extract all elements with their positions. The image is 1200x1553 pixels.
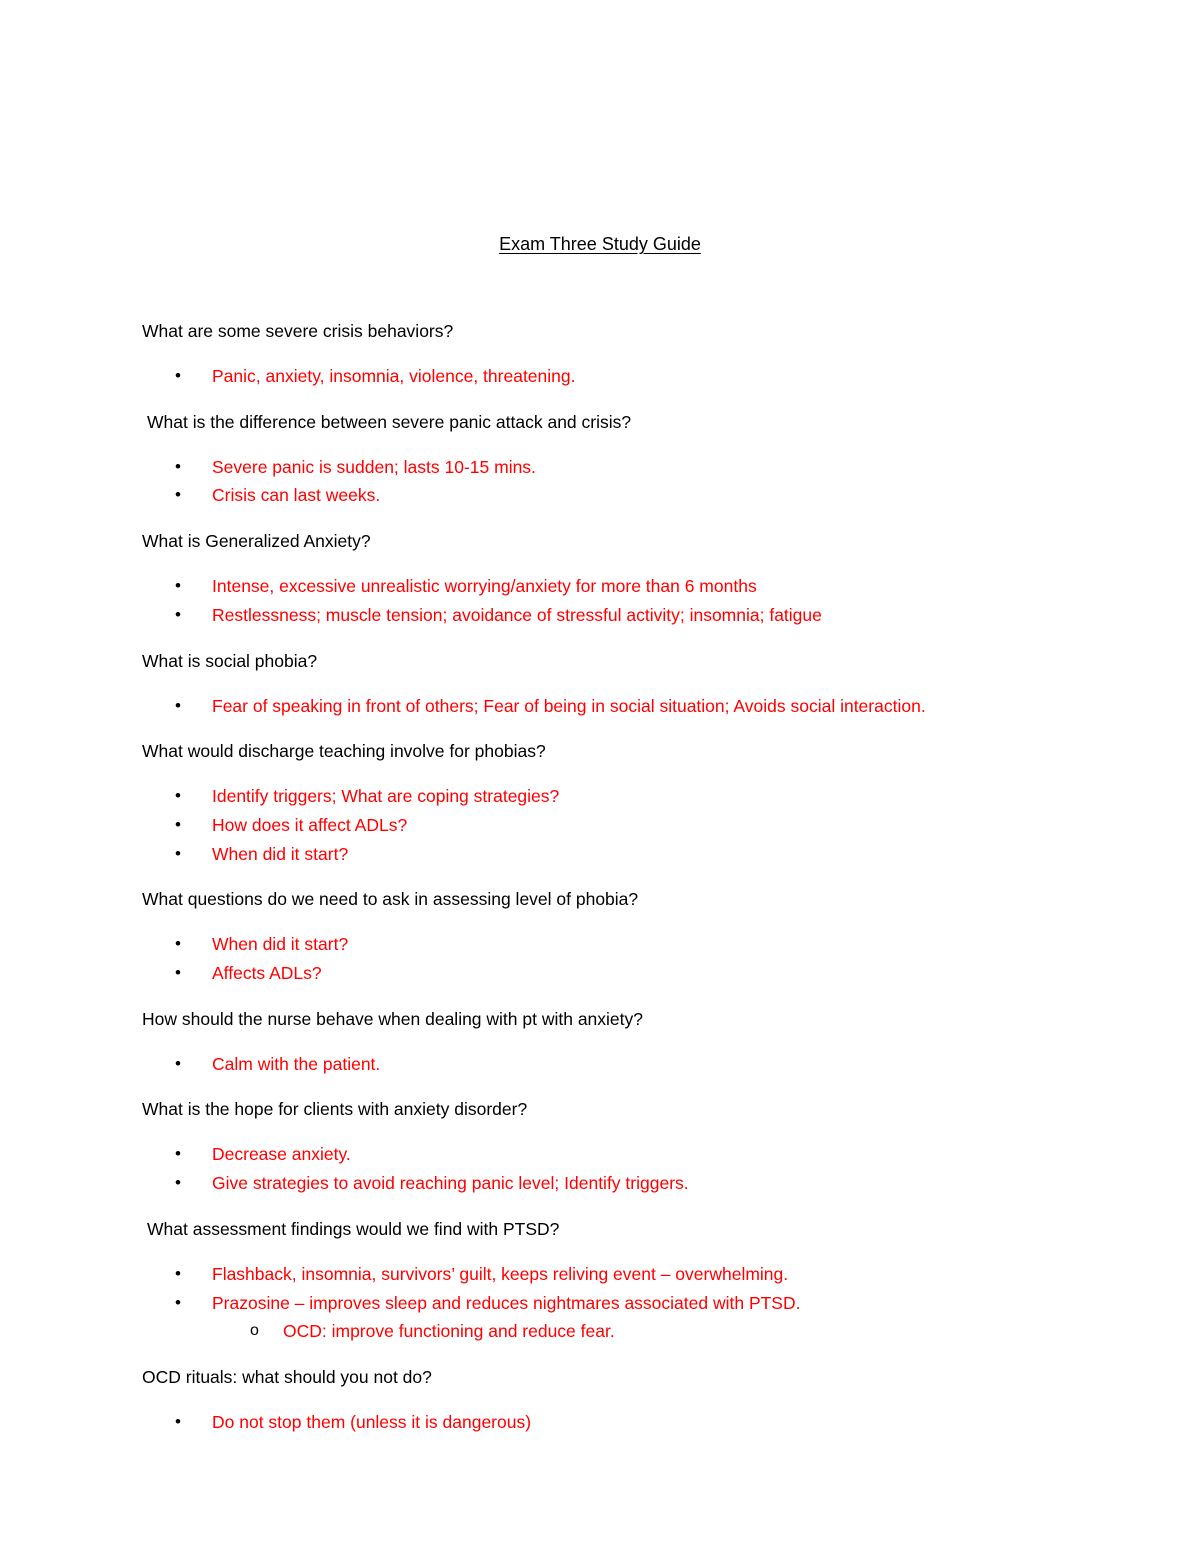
bullet-icon: • (175, 1053, 181, 1073)
answer-text: Give strategies to avoid reaching panic level; Identify triggers. (212, 1173, 689, 1194)
question-text: What are some severe crisis behaviors? (142, 321, 454, 341)
answer-item (142, 811, 1102, 840)
bullet-icon: • (175, 695, 181, 715)
answer-item (142, 930, 1102, 959)
answer-item (142, 362, 1102, 391)
answer-text: Do not stop them (unless it is dangerous) (212, 1411, 532, 1432)
answer-item (142, 1408, 1102, 1437)
answer-list (142, 1260, 1102, 1346)
question-text: OCD rituals: what should you not do? (142, 1366, 432, 1387)
answer-text: Flashback, insomnia, survivors’ guilt, keeps reliving event – overwhelming. (212, 1263, 789, 1284)
question-text: What is social phobia? (142, 650, 318, 671)
answer-item (142, 840, 1102, 869)
answer-text: Calm with the patient. (212, 1053, 381, 1074)
answer-list (142, 930, 1102, 987)
answer-text: Affects ADLs? (212, 963, 322, 984)
answer-item (142, 1050, 1102, 1079)
answer-text: When did it start? (212, 843, 349, 864)
sub-answer-text: OCD: improve functioning and reduce fear. (283, 1321, 615, 1342)
answer-list (142, 1408, 1102, 1437)
question-text: What would discharge teaching involve for phobias? (142, 741, 546, 762)
answer-item (142, 782, 1102, 811)
bullet-icon: • (175, 814, 181, 834)
answer-list (142, 782, 1102, 868)
bullet-icon: • (175, 843, 181, 863)
bullet-icon: • (175, 1173, 181, 1193)
question-text: What is Generalized Anxiety? (142, 531, 371, 552)
answer-text: How does it affect ADLs? (212, 814, 408, 835)
answer-item (142, 1169, 1102, 1198)
bullet-icon: • (175, 1411, 181, 1431)
question-text: What questions do we need to ask in assessing level of phobia? (142, 889, 639, 910)
bullet-icon: • (175, 456, 181, 476)
answer-list (142, 362, 1102, 391)
answer-text: Crisis can last weeks. (212, 485, 381, 506)
bullet-icon: • (175, 366, 181, 385)
bullet-icon: • (175, 963, 181, 983)
answer-item (142, 1289, 1102, 1318)
study-guide-content (142, 318, 1102, 1455)
question-text: What is the difference between severe panic attack and crisis? (147, 411, 632, 432)
answer-item (142, 601, 1102, 630)
answer-text: Fear of speaking in front of others; Fear of being in social situation; Avoids social interaction. (212, 695, 926, 716)
answer-item (142, 959, 1102, 988)
bullet-icon: • (175, 1292, 181, 1312)
answer-list (142, 572, 1102, 629)
answer-text: Prazosine – improves sleep and reduces nightmares associated with PTSD. (212, 1292, 801, 1313)
answer-text: Intense, excessive unrealistic worrying/anxiety for more than 6 months (212, 576, 757, 597)
bullet-icon: • (175, 934, 181, 954)
answer-list (142, 453, 1102, 510)
question-text: What assessment findings would we find with PTSD? (147, 1218, 560, 1239)
question-text: What is the hope for clients with anxiety disorder? (142, 1099, 528, 1120)
bullet-icon: • (175, 576, 181, 596)
bullet-icon: • (175, 485, 181, 505)
answer-item (142, 1260, 1102, 1289)
answer-item (142, 692, 1102, 721)
document-title: Exam Three Study Guide (499, 234, 701, 254)
answer-text: Restlessness; muscle tension; avoidance of stressful activity; insomnia; fatigue (212, 604, 822, 625)
answer-item (142, 572, 1102, 601)
answer-item (142, 453, 1102, 482)
answer-item (142, 1140, 1102, 1169)
answer-text: Decrease anxiety. (212, 1144, 351, 1165)
bullet-icon: • (175, 1144, 181, 1164)
bullet-icon: • (175, 1263, 181, 1283)
answer-text: Severe panic is sudden; lasts 10-15 mins. (212, 456, 536, 477)
sub-answer-item (142, 1317, 1102, 1346)
question-text: How should the nurse behave when dealing with pt with anxiety? (142, 1008, 644, 1029)
answer-item (142, 481, 1102, 510)
sub-bullet-icon: o (250, 1322, 259, 1340)
bullet-icon: • (175, 786, 181, 806)
answer-text: Identify triggers; What are coping strategies? (212, 786, 560, 807)
answer-text: Panic, anxiety, insomnia, violence, threatening. (212, 366, 576, 386)
answer-list (142, 692, 1102, 721)
answer-list (142, 1140, 1102, 1197)
bullet-icon: • (175, 604, 181, 624)
answer-list (142, 1050, 1102, 1079)
answer-text: When did it start? (212, 934, 349, 955)
